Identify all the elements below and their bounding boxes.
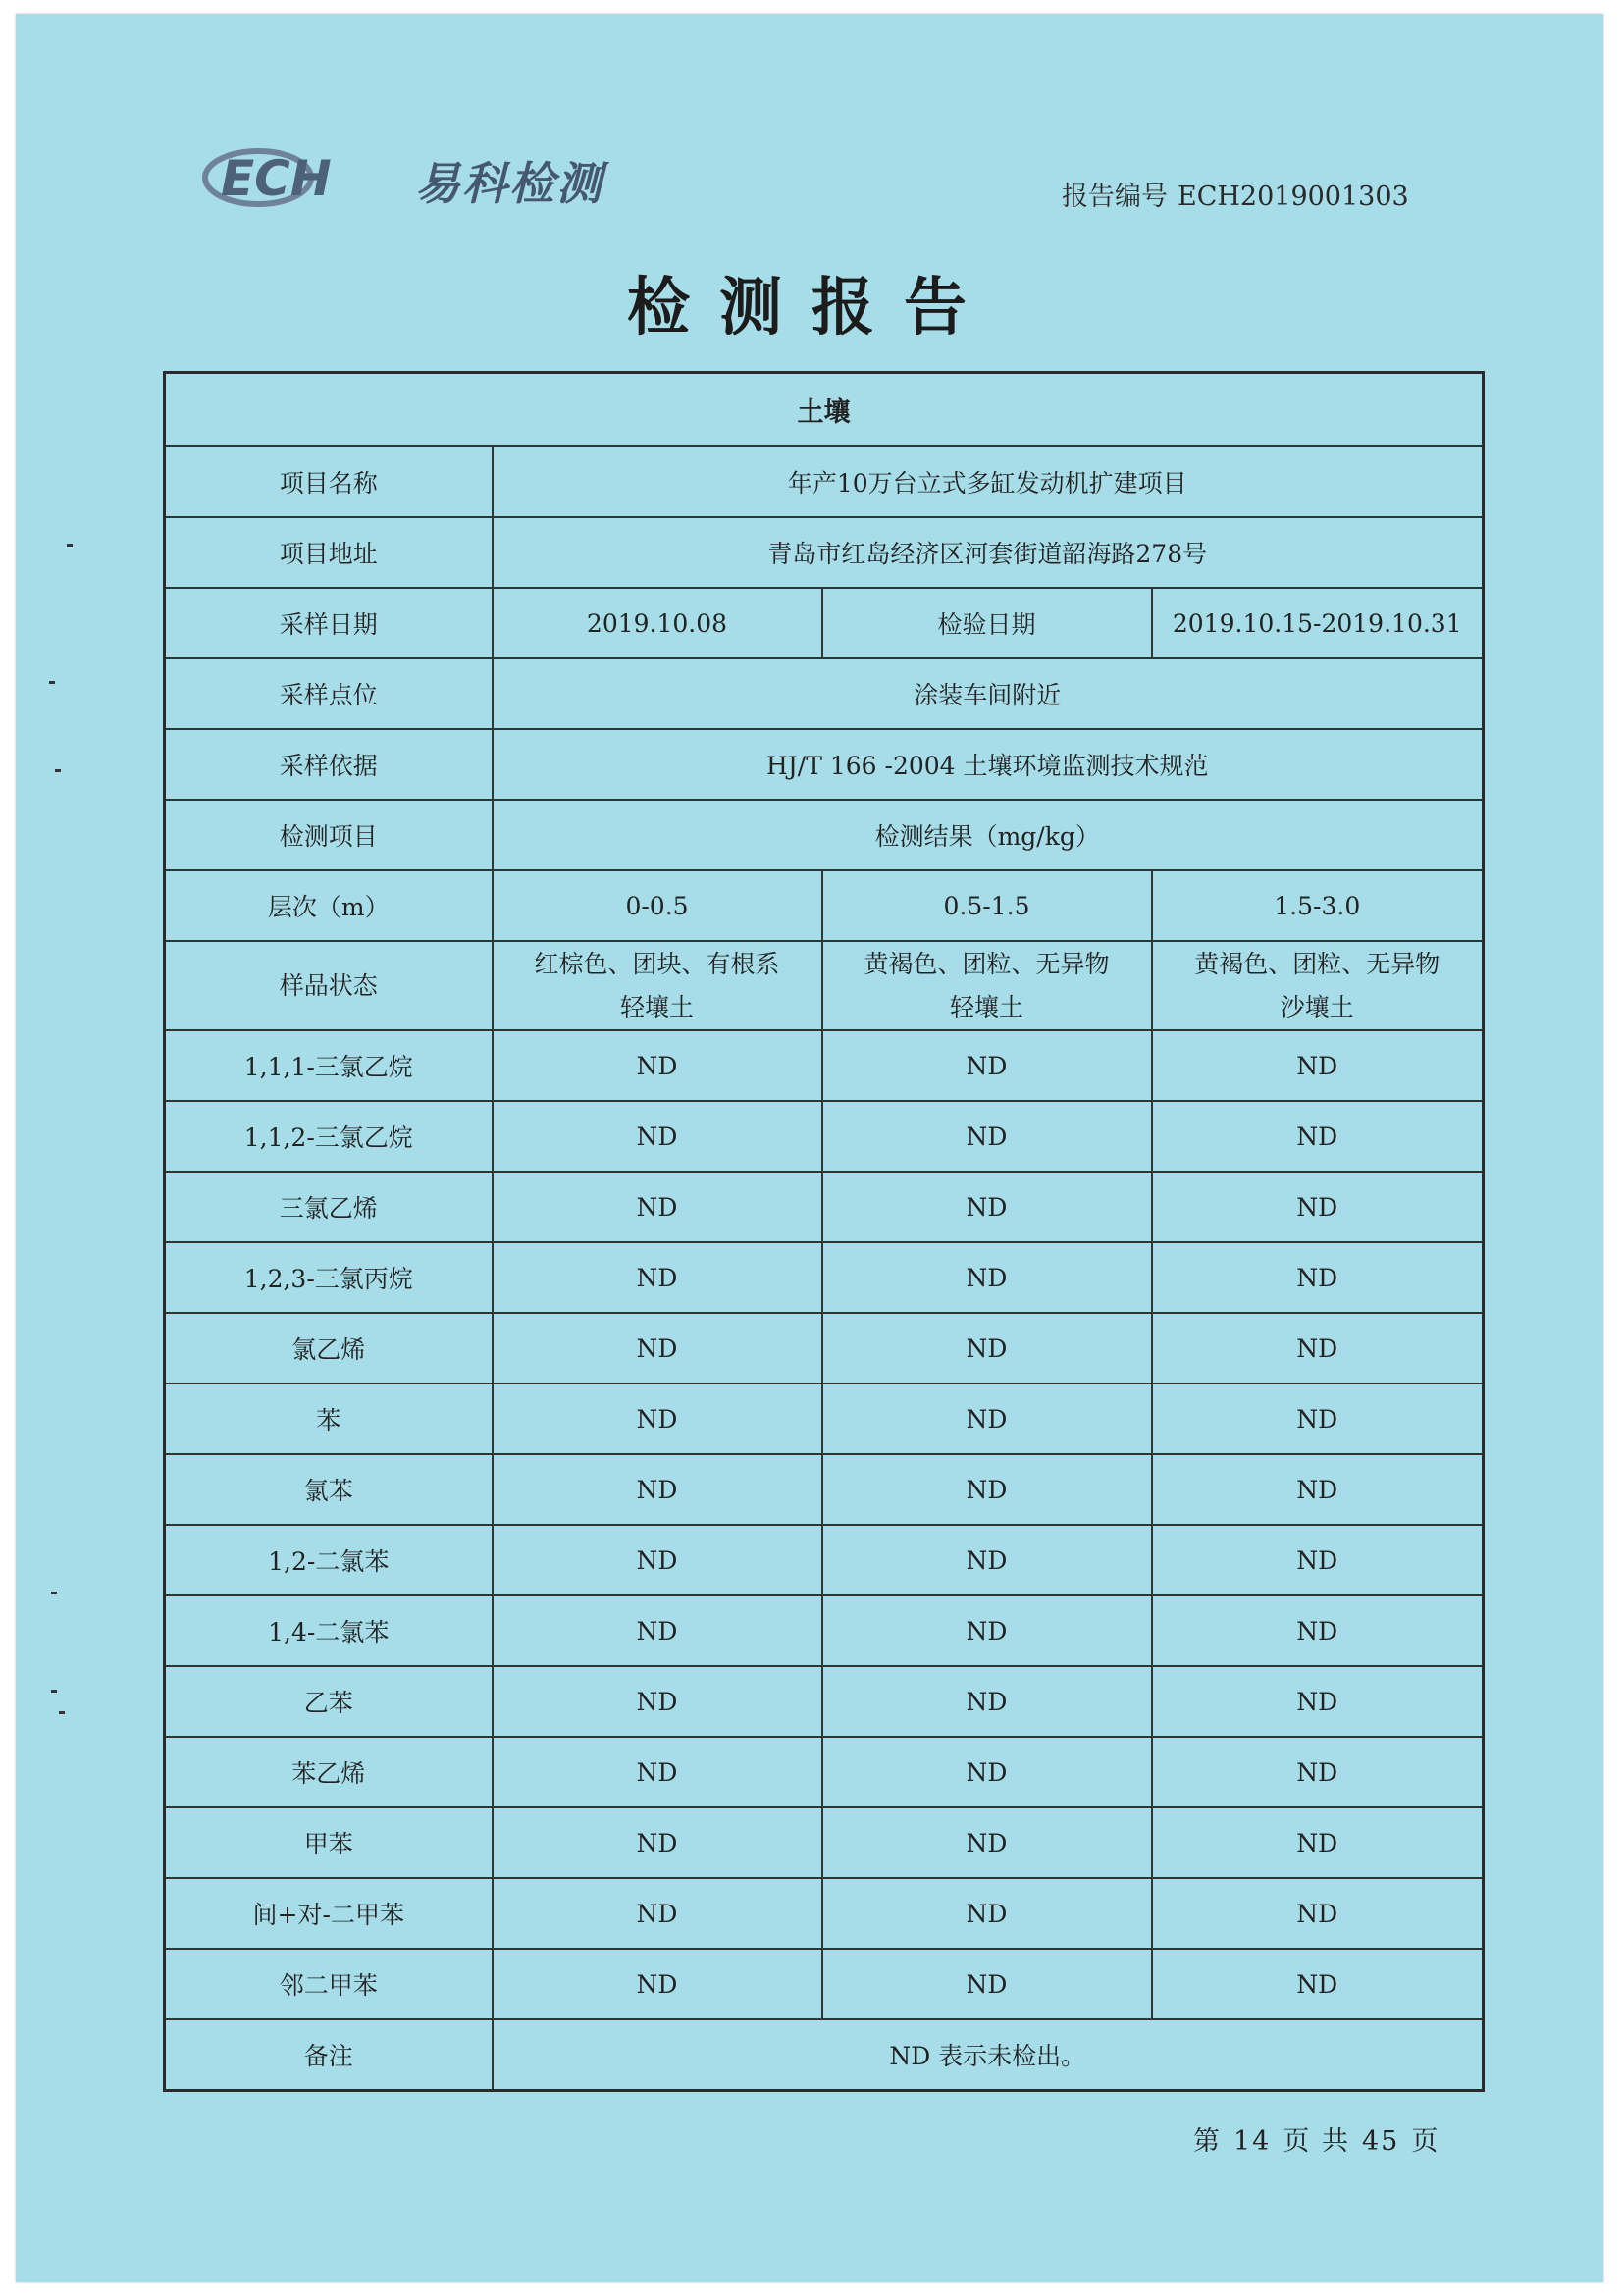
test-date-value: 2019.10.15-2019.10.31	[1152, 588, 1484, 658]
table-row	[165, 1595, 1484, 1666]
page-mid: 页 共	[1283, 2126, 1350, 2157]
sample-state-line: 轻壤土	[949, 992, 1023, 1021]
result-cell: ND	[822, 1595, 1152, 1666]
scan-mark	[67, 544, 73, 547]
layer-value: 0-0.5	[493, 870, 822, 941]
scan-mark	[59, 1711, 65, 1714]
sample-state-line: 轻壤土	[619, 992, 694, 1021]
scan-mark	[51, 1690, 57, 1693]
table-row	[165, 1383, 1484, 1454]
table-row	[165, 1525, 1484, 1595]
analyte-name: 1,1,1-三氯乙烷	[165, 1030, 493, 1101]
result-cell: ND	[493, 1101, 822, 1172]
result-cell: ND	[1152, 1807, 1484, 1878]
result-cell: ND	[822, 1242, 1152, 1313]
result-cell: ND	[493, 1525, 822, 1595]
sample-state-line: 沙壤土	[1280, 992, 1354, 1021]
result-cell: ND	[493, 1737, 822, 1807]
project-address-value: 青岛市红岛经济区河套街道韶海路278号	[493, 517, 1484, 588]
remark-label: 备注	[165, 2019, 493, 2091]
analyte-name: 间+对-二甲苯	[165, 1878, 493, 1949]
result-cell: ND	[1152, 1737, 1484, 1807]
result-cell: ND	[1152, 1878, 1484, 1949]
sample-state-cell	[1152, 941, 1484, 1030]
sampling-basis-value: HJ/T 166 -2004 土壤环境监测技术规范	[493, 729, 1484, 800]
result-cell: ND	[493, 1030, 822, 1101]
result-cell: ND	[1152, 1666, 1484, 1737]
table-row	[165, 1172, 1484, 1242]
result-cell: ND	[1152, 1172, 1484, 1242]
report-number-value: ECH2019001303	[1178, 182, 1409, 212]
analyte-name: 氯乙烯	[165, 1313, 493, 1383]
result-cell: ND	[822, 1172, 1152, 1242]
result-cell: ND	[822, 1030, 1152, 1101]
test-result-label: 检测结果（mg/kg）	[493, 800, 1484, 870]
analyte-name: 苯	[165, 1383, 493, 1454]
result-cell: ND	[1152, 1454, 1484, 1525]
result-cell: ND	[822, 1807, 1152, 1878]
result-cell: ND	[493, 1383, 822, 1454]
sampling-point-value: 涂装车间附近	[493, 658, 1484, 729]
table-row	[165, 1949, 1484, 2019]
result-cell: ND	[493, 1949, 822, 2019]
analyte-name: 1,1,2-三氯乙烷	[165, 1101, 493, 1172]
scan-mark	[55, 769, 61, 772]
project-name-label: 项目名称	[165, 446, 493, 517]
table-row	[165, 1454, 1484, 1525]
result-cell: ND	[493, 1807, 822, 1878]
page-prefix: 第	[1193, 2126, 1222, 2157]
ech-logo-icon	[201, 142, 412, 211]
result-cell: ND	[822, 1949, 1152, 2019]
table-row	[165, 1666, 1484, 1737]
table-row	[165, 1737, 1484, 1807]
result-cell: ND	[493, 1454, 822, 1525]
page-number	[1187, 2119, 1445, 2158]
table-row	[165, 1878, 1484, 1949]
scan-mark	[51, 1592, 57, 1594]
result-cell: ND	[493, 1595, 822, 1666]
sample-state-line: 黄褐色、团粒、无异物	[864, 949, 1110, 978]
result-cell: ND	[493, 1313, 822, 1383]
project-name-value: 年产10万台立式多缸发动机扩建项目	[493, 446, 1484, 517]
analyte-name: 邻二甲苯	[165, 1949, 493, 2019]
result-cell: ND	[1152, 1595, 1484, 1666]
analyte-name: 三氯乙烯	[165, 1172, 493, 1242]
page-total: 45	[1361, 2126, 1400, 2157]
result-cell: ND	[1152, 1101, 1484, 1172]
table-row	[165, 1313, 1484, 1383]
layer-value: 0.5-1.5	[822, 870, 1152, 941]
analyte-name: 1,2-二氯苯	[165, 1525, 493, 1595]
result-cell: ND	[822, 1454, 1152, 1525]
test-date-label: 检验日期	[822, 588, 1152, 658]
analyte-name: 氯苯	[165, 1454, 493, 1525]
brand-name: 易科检测	[415, 157, 603, 210]
analyte-name: 乙苯	[165, 1666, 493, 1737]
result-cell: ND	[493, 1172, 822, 1242]
sampling-date-value: 2019.10.08	[493, 588, 822, 658]
result-cell: ND	[822, 1737, 1152, 1807]
analyte-name: 苯乙烯	[165, 1737, 493, 1807]
sampling-basis-label: 采样依据	[165, 729, 493, 800]
result-cell: ND	[1152, 1313, 1484, 1383]
sample-state-line: 黄褐色、团粒、无异物	[1194, 949, 1440, 978]
result-cell: ND	[1152, 1949, 1484, 2019]
layer-value: 1.5-3.0	[1152, 870, 1484, 941]
scan-mark	[49, 681, 55, 684]
result-cell: ND	[822, 1666, 1152, 1737]
test-item-label: 检测项目	[165, 800, 493, 870]
page-current: 14	[1233, 2126, 1272, 2157]
result-cell: ND	[493, 1666, 822, 1737]
result-cell: ND	[1152, 1242, 1484, 1313]
section-title: 土壤	[165, 373, 1484, 447]
remark-value: ND 表示未检出。	[493, 2019, 1484, 2091]
company-logo	[201, 142, 653, 211]
table-row	[165, 1101, 1484, 1172]
sample-state-label: 样品状态	[165, 941, 493, 1030]
result-cell: ND	[822, 1101, 1152, 1172]
page-suffix: 页	[1411, 2126, 1440, 2157]
analyte-name: 甲苯	[165, 1807, 493, 1878]
analyte-name: 1,2,3-三氯丙烷	[165, 1242, 493, 1313]
result-cell: ND	[1152, 1030, 1484, 1101]
table-row	[165, 1030, 1484, 1101]
layer-label: 层次（m）	[165, 870, 493, 941]
sampling-point-label: 采样点位	[165, 658, 493, 729]
result-cell: ND	[822, 1313, 1152, 1383]
report-number-label: 报告编号	[1062, 182, 1168, 212]
result-cell: ND	[1152, 1383, 1484, 1454]
table-row	[165, 1242, 1484, 1313]
sample-state-cell	[493, 941, 822, 1030]
analyte-name: 1,4-二氯苯	[165, 1595, 493, 1666]
result-cell: ND	[493, 1242, 822, 1313]
sample-state-cell	[822, 941, 1152, 1030]
page-title: 检测报告	[627, 272, 996, 344]
logo-letters: ECH	[221, 150, 332, 207]
result-cell: ND	[493, 1878, 822, 1949]
sampling-date-label: 采样日期	[165, 588, 493, 658]
report-number	[1062, 175, 1409, 213]
result-cell: ND	[822, 1383, 1152, 1454]
project-address-label: 项目地址	[165, 517, 493, 588]
result-cell: ND	[822, 1525, 1152, 1595]
result-cell: ND	[822, 1878, 1152, 1949]
result-cell: ND	[1152, 1525, 1484, 1595]
soil-test-table	[163, 371, 1485, 2092]
table-row	[165, 1807, 1484, 1878]
sample-state-line: 红棕色、团块、有根系	[534, 949, 780, 978]
